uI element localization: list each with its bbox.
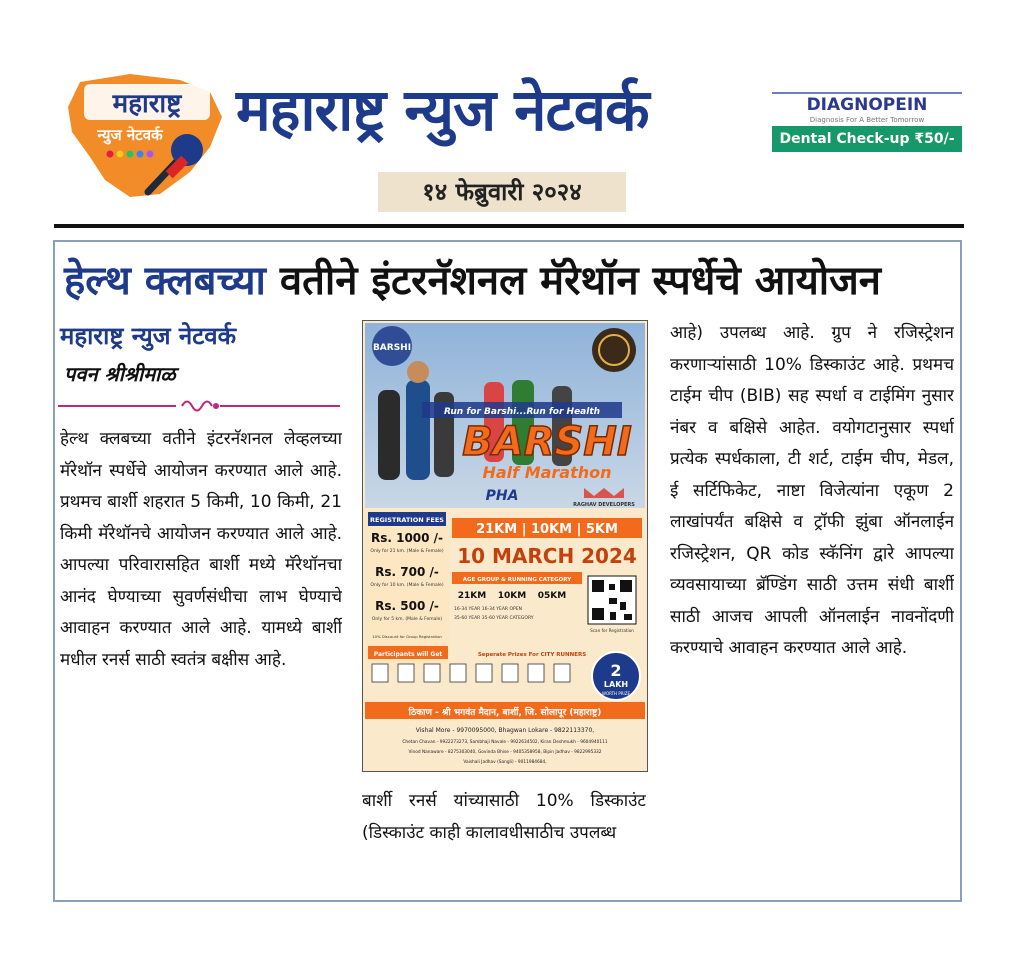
- fee-10km-note: Only for 10 km. (Male & Female): [370, 583, 444, 588]
- logo-line1: महाराष्ट्र: [112, 89, 182, 119]
- contact-line-4: Vaishali Jadhav (Sangli) - 9011984684,: [463, 760, 547, 765]
- headline-highlight: हेल्थ क्लबच्या: [64, 258, 266, 304]
- category-row-1: 16-34 YEAR 16-34 YEAR OPEN: [454, 607, 522, 612]
- marathon-poster: [362, 320, 648, 772]
- advertisement[interactable]: [772, 92, 962, 152]
- issue-date: १४ फेब्रुवारी २०२४: [378, 172, 626, 212]
- poster-title: BARSHI: [462, 419, 632, 465]
- article-column-2: [362, 786, 646, 890]
- poster-subtitle: Half Marathon: [482, 463, 612, 482]
- fee-21km: Rs. 1000 /-: [370, 531, 444, 545]
- masthead-rule: [54, 224, 964, 228]
- poster-slogan: Run for Barshi...Run for Health: [443, 407, 601, 417]
- poster-event-date: 10 MARCH 2024: [457, 544, 637, 568]
- fee-5km-note: Only for 5 km. (Male & Female): [371, 617, 443, 622]
- poster-logo-text: BARSHI: [372, 343, 412, 353]
- age-header: AGE GROUP & RUNNING CATEGORY: [462, 577, 572, 583]
- poster-distances: 21KM | 10KM | 5KM: [476, 522, 618, 537]
- contact-line-1: Vishal More - 9970095000, Bhagwan Lokare - 9822113370,: [415, 727, 595, 734]
- sponsor-pha: PHA: [485, 488, 519, 504]
- prize-badge-lakh: LAKH: [603, 680, 629, 689]
- sponsor-raghav: RAGHAV DEVELOPERS: [573, 502, 635, 508]
- qr-scan-label: Scan for Registration: [590, 628, 634, 633]
- group-discount: 10% Discount for Group Registration: [372, 634, 442, 639]
- contact-line-2: Chetan Chavan - 9922273273, Sambhaji Navale - 9922634502, Kiran Deshmukh - 9604940111: [402, 740, 608, 745]
- masthead-logo: [60, 72, 230, 202]
- ad-offer: Dental Check-up ₹50/-: [772, 126, 962, 152]
- column-1-text: हेल्थ क्लबच्या वतीने इंटरनॅशनल लेव्हलच्या मॅरेथॉन स्पर्धेचे आयोजन करण्यात आले आहे. प्रथमच बार्शी शहरात 5 किमी, 10 किमी, 21 किमी मॅरेथॉनचे आयोजन करण्यात आले आहे. आपल्या परिवारासहित बार्शी मध्ये मॅरेथॉनचा आनंद घेण्याच्या सुवर्णसंधीचा लाभ घेण्याचे आवाहन करण्यात आले आहे. यामध्ये बार्शी मधील रनर्स साठी स्वतंत्र बक्षीस आहे.: [60, 429, 342, 670]
- category-row-2: 35-60 YEAR 35-60 YEAR CATEGORY: [454, 616, 534, 621]
- fee-5km: Rs. 500 /-: [375, 599, 439, 613]
- poster-venue: ठिकाण - श्री भगवंत मैदान, बार्शी, जि. सोलापूर (महाराष्ट्र): [408, 708, 602, 718]
- article-column-1: [60, 424, 342, 889]
- category-05km: 05KM: [537, 591, 567, 601]
- category-21km: 21KM: [457, 591, 487, 601]
- masthead-title: महाराष्ट्र न्युज नेटवर्क: [236, 76, 649, 144]
- byline-org: महाराष्ट्र न्युज नेटवर्क: [60, 322, 237, 350]
- category-10km: 10KM: [497, 591, 527, 601]
- mic-label: NEWS: [200, 175, 227, 184]
- article-headline: [64, 246, 954, 316]
- byline-author: पवन श्रीश्रीमाळ: [64, 362, 176, 386]
- prize-badge-worth: WORTH PRIZE: [602, 691, 630, 696]
- fee-21km-note: Only for 21 km. (Male & Female): [370, 549, 444, 554]
- ad-tagline: Diagnosis For A Better Tomorrow: [809, 116, 925, 124]
- byline-divider: [58, 396, 340, 416]
- participants-label: Participants will Get: [373, 651, 443, 658]
- fee-10km: Rs. 700 /-: [375, 565, 439, 579]
- logo-line2: न्युज नेटवर्क: [97, 126, 163, 144]
- article-column-3: [670, 318, 954, 890]
- contact-line-3: Vinod Nanaware - 8275303040, Govinda Bhise - 9405358958, Bipin Jadhav - 9822995332: [408, 750, 602, 755]
- column-2-text: बार्शी रनर्स यांच्यासाठी 10% डिस्काउंट (डिस्काउंट काही कालावधीसाठीच उपलब्ध: [362, 791, 646, 843]
- prize-badge-number: 2: [610, 661, 622, 680]
- ad-brand: DIAGNOPEIN: [806, 95, 928, 115]
- ad-header: [772, 92, 962, 126]
- column-3-text: आहे) उपलब्ध आहे. ग्रुप ने रजिस्ट्रेशन करणाऱ्यांसाठी 10% डिस्काउंट आहे. प्रथमच टाईम चीप (BIB) सह स्पर्धा व टाईमिंग नुसार नंबर व बक्षिसे आहेत. वयोगटानुसार स्पर्धा प्रत्येक स्पर्धकाला, टी शर्ट, टाईम चीप, मेडल, ई सर्टिफिकेट, नाष्टा विजेत्यांना एकूण 2 लाखांपर्यंत बक्षिसे व ट्रॉफी झुंबा ऑनलाईन रजिस्ट्रेशन, QR कोड स्कॅनिंग द्वारे आपल्या व्यवसायाच्या ब्रॅण्डिंग साठी उत्तम संधी बार्शी साठी आजच आपली ऑनलाईन नावनोंदणी करण्याचे आवाहन करण्यात आले आहे.: [670, 323, 954, 658]
- qr-code-icon: [588, 576, 636, 624]
- headline-rest: वतीने इंटरनॅशनल मॅरेथॉन स्पर्धेचे आयोजन: [279, 258, 882, 304]
- city-prizes: Seperate Prizes For CITY RUNNERS: [477, 652, 587, 658]
- fees-header: REGISTRATION FEES: [370, 516, 444, 524]
